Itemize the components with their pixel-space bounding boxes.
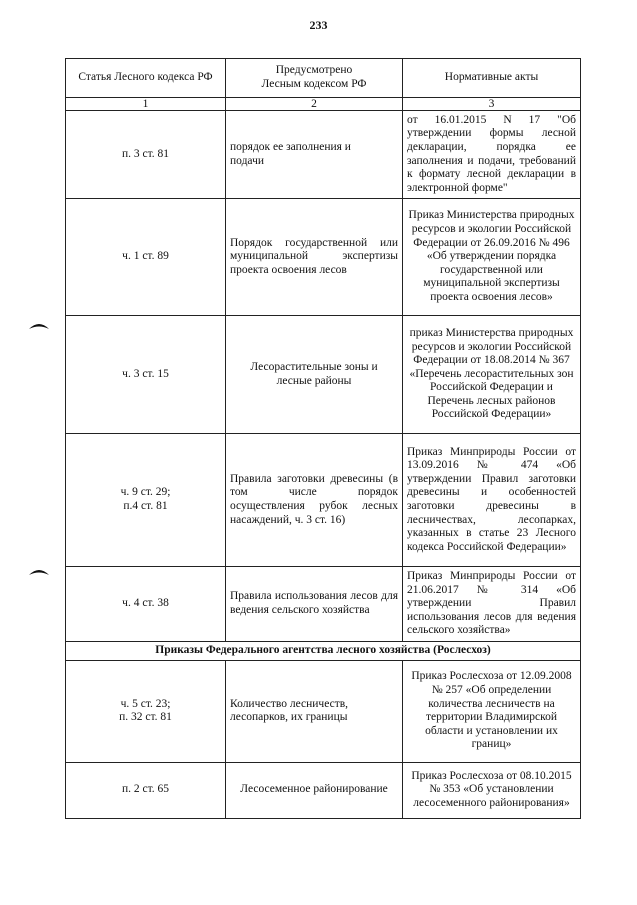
table-header-row [66,59,581,98]
normative-acts-table [65,58,581,819]
column-number-row [66,98,581,111]
normative-act-cell: Приказ Министерства природных ресурсов и экологии Российской Федерации от 26.09.2016 № 496 «Об утверждении порядка государственной или муниципальной экспертизы проекта освоения лесов» [403,199,581,316]
article-cell: ч. 4 ст. 38 [66,567,226,642]
section-heading: Приказы Федерального агентства лесного хозяйства (Рослесхоз) [66,642,581,661]
provision-cell: Количество лесничеств, лесопарков, их границы [226,660,403,762]
header-article: Статья Лесного кодекса РФ [66,59,226,98]
normative-act-cell: Приказ Рослесхоза от 12.09.2008 № 257 «Об определении количества лесничеств на территории Владимирской области и установлении их границ» [403,660,581,762]
table-row [66,567,581,642]
article-cell: ч. 9 ст. 29; п.4 ст. 81 [66,434,226,567]
table-row [66,762,581,818]
column-number: 3 [403,98,581,111]
header-provision: Предусмотрено Лесным кодексом РФ [226,59,403,98]
provision-cell: Правила заготовки древесины (в том числе порядок осуществления рубок лесных насаждений, ч. 3 ст. 16) [226,434,403,567]
table-row [66,111,581,199]
article-cell: ч. 3 ст. 15 [66,316,226,434]
provision-cell: Лесорастительные зоны и лесные районы [226,316,403,434]
provision-cell: Лесосеменное районирование [226,762,403,818]
page-number: 233 [309,18,328,32]
provision-cell: порядок ее заполнения и подачи [226,111,403,199]
header-normative-acts: Нормативные акты [403,59,581,98]
normative-act-cell: Приказ Минприроды России от 21.06.2017 № 314 «Об утверждении Правил использования лесов для ведения сельского хозяйства» [403,567,581,642]
article-cell: ч. 1 ст. 89 [66,199,226,316]
normative-act-cell: Приказ Минприроды России от 13.09.2016 № 474 «Об утверждении Правил заготовки древесины и особенностей заготовки древесины в лесничествах, лесопарках, указанных в статье 23 Лесного кодекса Российской Федерации» [403,434,581,567]
section-heading-row [66,642,581,661]
table-row [66,660,581,762]
normative-act-cell: приказ Министерства природных ресурсов и экологии Российской Федерации от 18.08.2014 № 367 «Перечень лесорастительных зон Российской Федерации и Перечень лесных районов Российской Федерации» [403,316,581,434]
table-row [66,434,581,567]
article-cell: п. 2 ст. 65 [66,762,226,818]
article-cell: п. 3 ст. 81 [66,111,226,199]
provision-cell: Порядок государственной или муниципальной экспертизы проекта освоения лесов [226,199,403,316]
table-row [66,199,581,316]
binder-hole-mark-upper [28,320,50,330]
column-number: 1 [66,98,226,111]
provision-cell: Правила использования лесов для ведения сельского хозяйства [226,567,403,642]
binder-hole-mark-lower [28,566,50,576]
normative-act-cell: от 16.01.2015 N 17 "Об утверждении формы лесной декларации, порядка ее заполнения и подачи, требований к формату лесной декларации в электронной форме" [403,111,581,199]
column-number: 2 [226,98,403,111]
table-row [66,316,581,434]
normative-act-cell: Приказ Рослесхоза от 08.10.2015 № 353 «Об установлении лесосеменного районирования» [403,762,581,818]
article-cell: ч. 5 ст. 23; п. 32 ст. 81 [66,660,226,762]
